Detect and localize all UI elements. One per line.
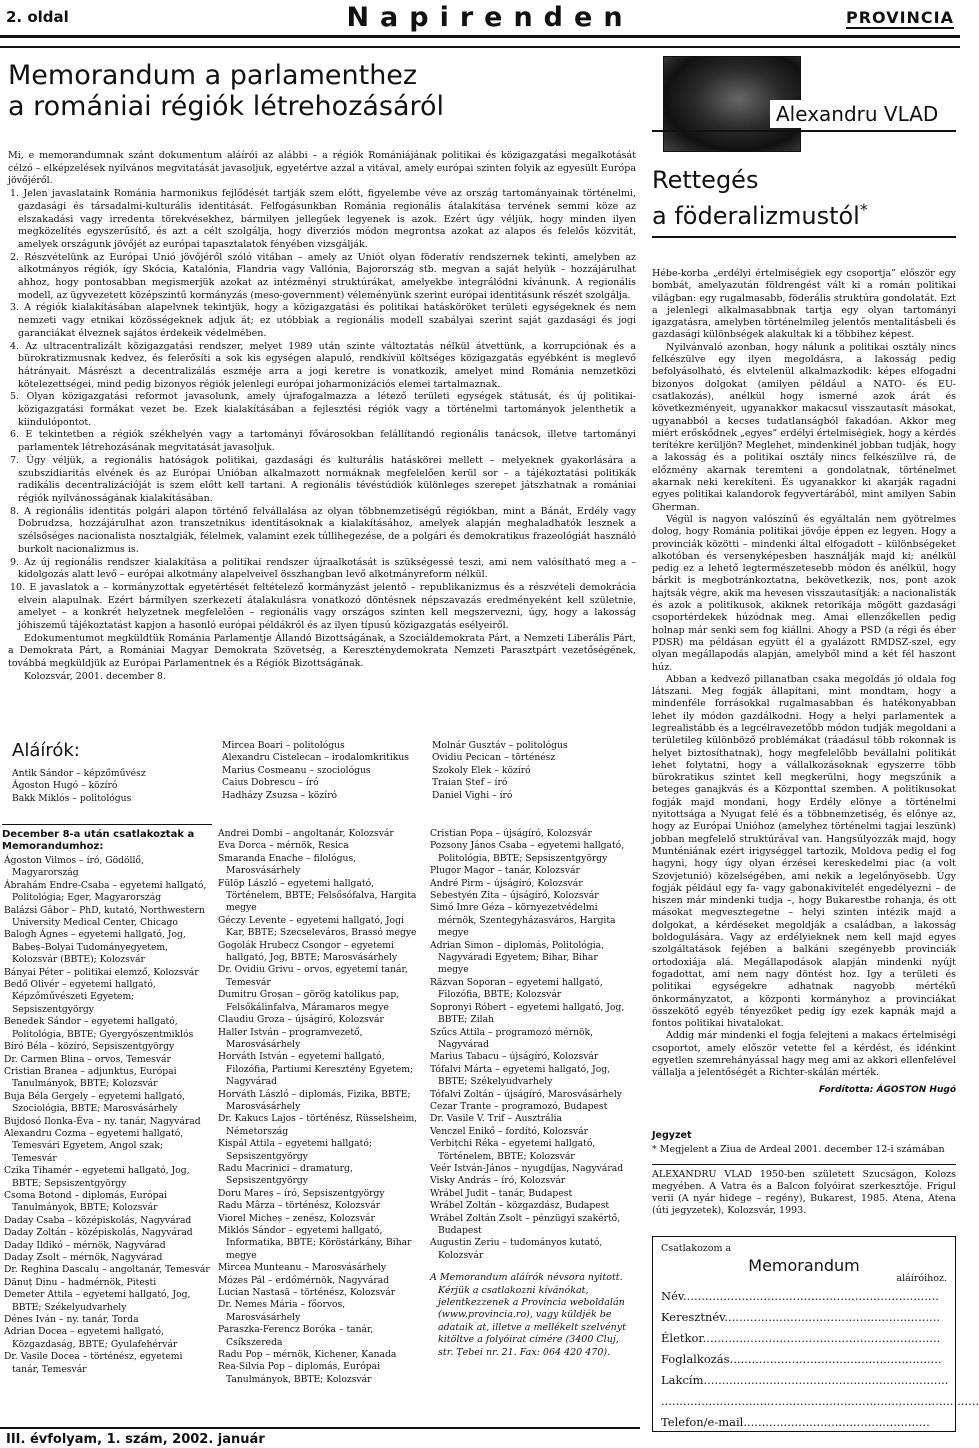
list-item: Demeter Attila – egyetemi hallgató, Jog, BBTE; Székelyudvarhely bbox=[4, 1289, 191, 1313]
list-item: André Pirm – újságíró, Kolozsvár bbox=[430, 877, 583, 889]
form-field-address[interactable]: Lakcím................................................................... bbox=[661, 1373, 949, 1387]
list-item: Mircea Munteanu – Marosvásárhely bbox=[218, 1262, 387, 1274]
form-field-address-2[interactable]: ....................................................................................... bbox=[661, 1394, 979, 1408]
list-item: Andrei Dombi – angoltanár, Kolozsvár bbox=[218, 828, 394, 839]
list-item: Dr. Reghina Dascalu – angoltanár, Temesvár bbox=[4, 1264, 210, 1276]
signer: Ovidiu Pecican – történész bbox=[432, 752, 556, 764]
opinion-paragraph: Addig már mindenki el fogja felejteni a makacs értelmiségi csoportot, amely először vetette fel a kérdést, és idénkint egyetlen szemrehányással hagy meg ami az akkori ellenfelével vállalja a jelentőségét a Richter-skálán mérték. bbox=[652, 1030, 956, 1079]
list-item: Rea-Silvia Pop – diplomás, Európai Tanulmányok, BBTE; Kolozsvár bbox=[218, 1361, 381, 1385]
list-item: Czika Tihamér – egyetemi hallgató, Jog, BBTE; Sepsiszentgyörgy bbox=[4, 1165, 190, 1189]
page-header bbox=[0, 0, 960, 38]
signers-col-3 bbox=[432, 740, 632, 802]
form-field-name[interactable]: Név...................................................................... bbox=[661, 1289, 939, 1303]
list-item: Simó Imre Géza – környezetvédelmi mérnök, Szentegyházasváros, Hargita megye bbox=[430, 902, 616, 939]
list-item: Bedő Olivér – egyetemi hallgató, Képzőművészeti Egyetem; Sepsiszentgyörgy bbox=[4, 979, 156, 1015]
title-line-1: Memorandum a parlamenthez bbox=[8, 60, 418, 91]
list-item: Dr. Carmen Blina – orvos, Temesvár bbox=[4, 1053, 171, 1065]
signer: Hadházy Zsuzsa – közíró bbox=[222, 789, 338, 801]
list-item: Gogolák Hrubecz Csongor – egyetemi hallgató, Jog, BBTE; Marosvásárhely bbox=[218, 939, 398, 964]
joined-col-3 bbox=[430, 828, 630, 1359]
list-item: Ábrahám Endre-Csaba – egyetemi hallgató, Politológia; Eger, Magyarország bbox=[4, 879, 207, 904]
list-item: Tófalvi Márta – egyetemi hallgató, Jog, BBTE; Székelyudvarhely bbox=[430, 1063, 611, 1088]
list-item: Benedek Sándor – egyetemi hallgató, Politológia, BBTE; Gyergyószentmiklós bbox=[4, 1016, 194, 1040]
join-form bbox=[652, 1236, 979, 1432]
opinion-paragraph: Végül is nagyon valószínű és egyáltalán nem gyötrelmes dolog, hogy Románia politikai jövője éppen ez legyen. Hogy a provinciák közötti – mindenki által elfogadott – különbségeket alkotóban és versenyképesben használják majd ki; anélkül pedig ez a lehető legtermészetesebb módon és anélkül, hogy bárkit is megbotránkoztatna, bekövetkezik, nos, pont azok hajtsák végre, akik ma hevesen visszautasítják: a nacionalisták és azok a politikusok, akiknek retorikája mögött gazdasági csoportérdekek húzódnak meg. Amai ellenzőkellen pedig holnap már senki sem fog kiállni. Ahogy a PSD (a régi és éber PDSR) ma példásan együtt él a gyalázott RMDSZ-szel, egy olyan megállapodás alapján, amelyből mind a két fél haszont húz. bbox=[652, 513, 956, 673]
provincia-logo: PROVINCIA bbox=[845, 8, 954, 27]
point-9: 9. Az új regionális rendszer kialakítása a politikai rendszer újraalkotását is szükségessé teszi, ami nem valósítható meg a – kidolgozás alatt levő – európai alkotmány alapelveivel összhangban levő alkotmányreform nélkül. bbox=[10, 556, 636, 581]
signers-col-1 bbox=[12, 768, 212, 805]
form-field-age[interactable]: Életkor................................................................. bbox=[661, 1331, 941, 1345]
signer: Antik Sándor – képzőművész bbox=[12, 768, 146, 779]
list-item: Marius Tabacu – újságíró, Kolozsvár bbox=[430, 1051, 599, 1063]
list-item: Fülöp László – egyetemi hallgató, Történelem, BBTE; Felsősófalva, Hargita megye bbox=[218, 877, 417, 914]
opinion-paragraph: Hébe-korba „erdélyi értelmiségiek egy csoportja” először egy bombát, amelyazután földrengést vált ki a román politikai világban: egy rugalmasabb, föderális struktúra gondolatát. Ezt a jelenlegi alkalmasabbnak tartja egy olyan tartományi igazgatásra, amelyben történelmileg jelentős mentalitásbeli és gazdasági különbségek alakultak ki a többihez képest. bbox=[652, 268, 956, 341]
signers-heading: Aláírók: bbox=[12, 740, 80, 761]
signer: Molnár Gusztáv – politológus bbox=[432, 740, 568, 751]
list-item: Plugor Magor – tanár, Kolozsvár bbox=[430, 865, 580, 877]
list-item: Csoma Botond – diplomás, Európai Tanulmányok, BBTE; Kolozsvár bbox=[4, 1189, 167, 1214]
notes-heading: Jegyzet bbox=[652, 1130, 692, 1141]
list-item: Viorel Micheș – zenész, Kolozsvár bbox=[218, 1212, 375, 1224]
memorandum-date: Kolozsvár, 2001. december 8. bbox=[24, 670, 166, 682]
joined-heading-box bbox=[2, 824, 212, 853]
notes-section bbox=[652, 1130, 956, 1217]
list-item: Daday Csaba – középiskolás, Nagyvárad bbox=[4, 1214, 192, 1226]
point-6: 6. E tekintetben a régiók székhelyén vagy a tartományi fővárosokban felállítandó regionális tanácsok, illetve tartományi parlamentek létrehozásának megvitatását javasoljuk. bbox=[10, 429, 636, 454]
intro-paragraph: Mi, e memorandumnak szánt dokumentum aláírói az alábbi – a régiók Romániájának politikai és közigazgatási megalkotását célzó – elképzelések nyilvános megvitatását javasoljuk, egyetértve azzal a vitával, amely európai szinten folyik az egyesült Európa jövőjéről. bbox=[8, 150, 636, 187]
footnote-mark: * bbox=[859, 200, 868, 219]
list-item: Sebestyén Zita – újságíró, Kolozsvár bbox=[430, 890, 599, 902]
translator-credit: Fordította: ÁGOSTON Hugó bbox=[819, 1084, 956, 1095]
title-line-2: a romániai régiók létrehozásáról bbox=[8, 91, 445, 122]
opinion-paragraph: Abban a kedvező pillanatban csaka megoldás jó oldala fog látszani. Meg fogják állapítani, mint mondtam, hogy a mindenféle forrásokkal rugalmasabban és hatékonyabban lehet ily módon gazdálkodni. Hogy a helyi parlamentek a legrealistább és a legcélravezetőbb módon tudják megoldani a területileg különböző problémákat (ráadásul több rokonnak is helyet biztosíthatnak), hogy megfelelőbb bevállalni politikát lehet folytatni, hogy a vállalkozásoknak egyszerre több bürokratikus szintet kell megkerülni, hogy megszűnik a beteges ganajkvás és a Központtal szemben. A politikusokat fogják majd mondani, hogy Erdély elönye a történelmi nyitottsága a Nyugat felé és a többnemzetiség, és előnye az, hogy az Európai Unióhoz (amelyhez történelmi tagjai leszünk) jobban megfelelő struktúrával van. Hangsúlyozzák majd, hogy Munténiának ezért irigységgel tartozik, Moldova pedig el fog hagyni, hogy úgy olyan érzései kereskedelmi piac (a volt Szovjetunió) közelségében, ami nekik a legelőnyösebb. Úgy fogják például egy fa- vagy gabonakivitelét engedélyezni – de hiszen már mindenki tudja –, hogy Bukarestbe rohanja, és ott másokat megvesztegetne – helyi szinten intézik majd a dolgokat, a kérdéseket megoldják a családban, a lakosság boldogulására. Vagy az erdélyieknek nem kell majd egyes szolgáltatások fejében a balkáni szegényebb provinciák ortodoxiája alá. Megállapodások alapján mindenki nyújt fogadottat, ami nem nagy döntést hoz. Igy a területi és politikai egységekre adhatnak nagyobb mértékű önkormányzatot, a központi kormányhoz a provinciákat összekötő egyéb tényezőket pedig így ezek kapnák majd a fontos politikai hivatalokat. bbox=[652, 673, 956, 1030]
author-name: Alexandru VLAD bbox=[770, 100, 944, 128]
list-item: Ágoston Vilmos – író, Gödöllő, Magyarország bbox=[4, 855, 144, 879]
list-item: Doru Mareș – író, Sepsiszentgyörgy bbox=[218, 1187, 385, 1199]
list-item: Dumitru Groșan – görög katolikus pap, Felsőkálinfalva, Máramaros megye bbox=[218, 989, 400, 1013]
list-item: Balogh Ágnes – egyetemi hallgató, Jog, Babeș–Bolyai Tudományegyetem, Kolozsvár (BBTE); Kolozsvár bbox=[4, 929, 186, 966]
opinion-rule bbox=[652, 236, 956, 238]
signer: Alexandru Cistelecan – irodalomkritikus bbox=[222, 752, 409, 764]
opinion-title bbox=[652, 166, 952, 231]
signers-col-2 bbox=[222, 740, 422, 802]
list-item: Claudiu Groza – újságíró, Kolozsvár bbox=[218, 1014, 384, 1026]
page-footer bbox=[0, 1427, 640, 1448]
author-bio: ALEXANDRU VLAD 1950-ben született Szucságon, Kolozs megyében. A Vatra és a Balcon folyóirat szerkesztője. Frigul verii (A nyár hidege – regény), Bukarest, 1985. Atena, Atena (úti jegyzetek), Kolozsvár, 1993. bbox=[652, 1164, 956, 1217]
list-item: Venczel Enikő – fordító, Kolozsvár bbox=[430, 1125, 588, 1137]
list-item: Radu Pop – mérnök, Kichener, Kanada bbox=[218, 1349, 397, 1361]
point-1: 1. Jelen javaslataink Románia harmonikus fejlődését tartják szem előtt, figyelembe véve az ország tartományainak történelmi, gazdasági és társadalmi-kulturális identitását. Felfogásunkban Románia regionális átalakítása tervének semmi köze az elszakadási vagy irredenta törekvésekhez, bármilyen jellegűek legyenek is azok. Ezért úgy véljük, hogy minden ilyen megközelítés egyszerűsítő, és azt a célt szolgálja, hogy diverziós módon megrontsa azokat az alapos és felelős közvitát, amelyek országunk jövőjét az európai tapasztalatok fényében vizsgálják. bbox=[10, 188, 636, 250]
signer: Szokoly Elek – közíró bbox=[432, 764, 531, 776]
list-item: Verbițchi Réka – egyetemi hallgató, Történelem, BBTE; Kolozsvár bbox=[430, 1138, 596, 1162]
list-item: Miklós Sándor – egyetemi hallgató, Informatika, BBTE; Köröstárkány, Bihar megye bbox=[218, 1225, 412, 1261]
list-item: Cristian Branea – adjunktus, Európai Tanulmányok, BBTE; Kolozsvár bbox=[4, 1065, 177, 1090]
list-item: Bíró Béla – közíró, Sepsiszentgyörgy bbox=[4, 1041, 175, 1053]
page-number: 2. oldal bbox=[6, 8, 69, 26]
list-item: Wrábel Judit – tanár, Budapest bbox=[430, 1187, 573, 1199]
list-item: Wrábel Zoltán – közgazdász, Budapest bbox=[430, 1200, 610, 1212]
list-item: Dănuț Dinu – hadmérnök, Pitești bbox=[4, 1276, 157, 1288]
form-intro: Csatlakozom a bbox=[661, 1243, 732, 1254]
article-title bbox=[8, 60, 628, 122]
form-tail: aláíróihoz. bbox=[896, 1273, 947, 1284]
list-item: Daday Ildikó – mérnök, Nagyvárad bbox=[4, 1239, 166, 1251]
list-item: Tófalvi Zoltán – újságíró, Marosvásárhely bbox=[430, 1088, 622, 1100]
section-title: Napirenden bbox=[346, 2, 634, 33]
list-item: Daday Zsolt – mérnök, Nagyvárad bbox=[4, 1252, 163, 1263]
issue-label: III. évfolyam, 1. szám, 2002. január bbox=[6, 1432, 265, 1447]
point-4: 4. Az ultracentralizált közigazgatási rendszer, melyet 1989 után szinte változtatás nélkül átvettünk, a korrupciónak és a bürokratizmusnak kedvez, és felerősíti a sok kis egységen alapuló, rendkívül költséges közigazgatás egyébként is meglevő hátrányait. Másrészt a decentralizálás eszméje arra a jogi keretre is vonatkozik, amelyet mind Románia nemzetközi kötelezettségei, mind pedig bizonyos régiók jelenlegi európai joharmonizációs elemei tartalmaznak. bbox=[10, 340, 636, 390]
list-item: Eva Dorca – mérnök, Resica bbox=[218, 840, 349, 852]
signer: Traian Ștef – író bbox=[432, 777, 508, 789]
form-title: Memorandum bbox=[748, 1256, 860, 1275]
list-item: Géczy Levente – egyetemi hallgató, Jogi Kar, BBTE; Szecseleváros, Brassó megye bbox=[218, 914, 417, 939]
list-item: Alexandru Cozma – egyetemi hallgató, Temesvári Egyetem, Angol szak; Temesvár bbox=[4, 1127, 184, 1164]
list-item: Bányai Péter – politikai elemző, Kolozsvár bbox=[4, 966, 199, 978]
joined-col-1 bbox=[4, 855, 210, 1376]
opinion-title-line-2: a föderalizmustól bbox=[652, 202, 860, 230]
point-8: 8. A regionális identitás polgári alapon történő felvállalása az olyan többnemzetiségű régiókban, mint a Bánát, Erdély vagy Dobrudzsa, hozzájárulhat azon transzetnikus identitásoknak a kialakításához, amelyek alapján meghaladhatók lesznek a szélsőséges nacionalista nosztalgiák, félelmek, valamint ezek túllihegezése, de a polgári és demokratikus frazeológiát használó burkolt nacionalizmus is. bbox=[10, 505, 636, 555]
memorandum-body bbox=[8, 150, 636, 684]
list-item: Veér István-János – nyugdíjas, Nagyvárad bbox=[430, 1162, 624, 1174]
list-item: Radu Mârza – történész, Kolozsvár bbox=[218, 1200, 381, 1212]
open-list-note: A Memorandum aláírók névsora nyitott. Kérjük a csatlakozni kívánókat, jelentkezzenek a Provincia weboldalán (www.provincia.ro), vagy küldjék be adataik at, illetve a mellékelt szelvényt kitöltve a folyóirat címére (3400 Cluj, str. Țebei nr. 21. Fax: 064 420 470). bbox=[430, 1272, 626, 1358]
list-item: Răzvan Soporan – egyetemi hallgató, Filozófia, BBTE; Kolozsvár bbox=[430, 976, 603, 1001]
list-item: Dénes Iván – ny. tanár, Torda bbox=[4, 1314, 139, 1326]
list-item: Lucian Nastasă – történész, Kolozsvár bbox=[218, 1287, 396, 1299]
list-item: Dr. Ovidiu Grivu – orvos, egyetemi tanár, Temesvár bbox=[218, 964, 408, 988]
point-7: 7. Úgy véljük, a regionális hatóságok politikai, gazdasági és kulturális hatáskörei mellett – melyeknek gyakorlására a szubszidiaritás elvének és az Európai Unióban alkalmazott normáknak megfelelően kerül sor – a tájékoztatási politikák radikális decentralizációját is szem előtt kell tartani. A regionális tévéstúdiók különleges szerepet játszhatnak a romániai régiók nyilvánosságának kialakításában. bbox=[10, 454, 636, 504]
opinion-title-line-1: Rettegés bbox=[652, 166, 759, 194]
list-item: Haller István – programvezető, Marosvásárhely bbox=[218, 1026, 363, 1050]
list-item: Wrábel Zoltán Zsolt – pénzügyi szakértő, Budapest bbox=[430, 1212, 621, 1236]
list-item: Bujdosó Ilonka-Éva – ny. tanár, Nagyvárad bbox=[4, 1115, 201, 1127]
list-item: Smaranda Enache – filológus, Marosvásárhely bbox=[218, 852, 357, 877]
point-3: 3. A régiók kialakításában alapelvnek tekintjük, hogy a közigazgatási és politikai hatásköröket területi egységeknek és nem nemzeti vagy etnikai közösségeknek adjuk át; ez utóbbiak a regionális modell szabályai szerint saját gazdasági és jogi garanciákat élveznek sajátos érdekeik védelmében. bbox=[10, 302, 636, 339]
signer: Ágoston Hugó – közíró bbox=[12, 780, 118, 792]
list-item: Pozsony János Csaba – egyetemi hallgató, Politológia, BBTE; Sepsiszentgyörgy bbox=[430, 840, 625, 864]
list-item: Mózes Pál – erdőmérnök, Nagyvárad bbox=[218, 1274, 390, 1286]
list-item: Visky András – író, Kolozsvár bbox=[430, 1175, 566, 1187]
list-item: Dr. Kakucs Lajos – történész, Rüsselsheim, Németország bbox=[218, 1113, 418, 1137]
list-item: Daday Zoltán – középiskolás, Nagyvárad bbox=[4, 1227, 193, 1239]
joined-heading: December 8-a után csatlakoztak a Memorandumhoz: bbox=[2, 829, 195, 852]
opinion-body bbox=[652, 268, 956, 1096]
form-field-occupation[interactable]: Foglalkozás.......................................................... bbox=[661, 1352, 942, 1366]
list-item: Adrian Docea – egyetemi hallgató, Közgazdaság, BBTE; Gyulafehérvár bbox=[4, 1326, 178, 1350]
list-item: Adrian Simon – diplomás, Politológia, Nagyváradi Egyetem; Bihar, Bihar megye bbox=[430, 939, 605, 976]
list-item: Kispál Attila – egyetemi hallgató; Sepsiszentgyörgy bbox=[218, 1138, 372, 1162]
list-item: Balázsi Gábor – PhD, kutató, Northwestern University Medical Center, Chicago bbox=[4, 904, 205, 929]
joined-col-2 bbox=[218, 828, 420, 1386]
point-2: 2. Részvételünk az Európai Unió jövőjéről szóló vitában – amely az Uniót olyan föderatív rendszernek tekinti, amelyben az alkotmányos régiók, így Skócia, Katalónia, Flandria vagy Vallónia, Bajorország stb. megvan a saját helyük – hozzájárulhat ahhoz, hogy pontosabban megismerjük azokat az intézményi struktúrákat, amelyekbe integrálódni kívánunk. A regionális modell, az ügyvezetett középszintű kormányzás (meso-government) véleményünk szerint európai identitásunk részét szolgálja. bbox=[10, 251, 636, 301]
signer: Marius Cosmeanu – szociológus bbox=[222, 764, 371, 776]
list-item: Dr. Vasile Docea – történész, egyetemi tanár, Temesvár bbox=[4, 1351, 183, 1375]
signer: Caius Dobrescu – író bbox=[222, 777, 319, 789]
opinion-paragraph: Nyilvánvaló azonban, hogy nálunk a politikai osztály nincs felkészülve egy ilyen megoldásra, a lakosság pedig befolyásolható, és elvtelenül alkalmazkodik: képes elfogadni bizonyos dolgokat (amilyen például a NATO- és EU-csatlakozás), anélkül hogy ismerné azok árát és következményeit, ugyanakkor makacsul visszautasít másokat, ugyanabból a kecses tudatlanságból fakadóan. Akkor meg miért erőskődnek „egyes” erdélyi értelmiségiek, hogy a kérdés terítékre kerüljön? Meglehet, mindenkinél jobban tudják, hogy a lakosság és a politikai osztály nincs felkészülve rá, de előzmény akarnak teremteni a gondolatnak, történelmet akarnak neki kerekíteni. És ugyanakkor ki akarják ragadni egyes politikai kalandorok fegyvertárából, mint amilyen Sabin Gherman. bbox=[652, 341, 956, 513]
list-item: Sopronyi Róbert – egyetemi hallgató, Jog, BBTE; Zilah bbox=[430, 1001, 625, 1026]
point-10: 10. E javaslatok a – kormányzottak egyetértését feltételező kormányzást jelentő – republikanizmus és a részvételi demokrácia elvein alapulnak. Ezért bármilyen szerkezeti átalakulásra vonatkozó döntésnek népszavazás eredményeként kell születnie, amelyet – a konkrét helyzetnek megfelelően – regionális vagy országos szinten kell megszervezni, úgy, hogy a lakosság jóhiszemű tájékoztatást kapjon a hasonló európai példákról és az ilyen típusú közigazgatás esélyeiről. bbox=[10, 581, 636, 632]
form-field-contact[interactable]: Telefon/e-mail................................................... bbox=[661, 1415, 930, 1429]
signer: Bakk Miklós – politológus bbox=[12, 792, 132, 804]
list-item: Horváth László – diplomás, Fizika, BBTE; Marosvásárhely bbox=[218, 1088, 411, 1112]
list-item: Dr. Vasile V. Trif – Ausztrália bbox=[430, 1113, 562, 1125]
signer: Daniel Vighi – író bbox=[432, 789, 513, 801]
list-item: Cezar Trante – programozó, Budapest bbox=[430, 1100, 608, 1112]
signer: Mircea Boari – politológus bbox=[222, 740, 345, 751]
list-item: Szűcs Attila – programozó mérnök, Nagyvárad bbox=[430, 1026, 594, 1050]
list-item: Paraszka-Ferencz Boróka – tanár, Csíkszereda bbox=[218, 1324, 374, 1348]
closing-paragraph: Edokumentumot megküldtük Románia Parlamentje Állandó Bizottságának, a Szociáldemokrata Párt, a Nemzeti Liberális Párt, a Demokrata Párt, a Romániai Magyar Demokrata Szövetség, a Kereszténydemokrata Nemzeti Parasztpárt vezetőségének, továbbá megküldjük az Európai Parlamentnek és a Régiók Bizottságának. bbox=[8, 632, 636, 670]
list-item: Dr. Nemes Mária – főorvos, Marosvásárhely bbox=[218, 1299, 346, 1323]
point-5: 5. Olyan közigazgatási reformot javasolunk, amely újrafogalmazza a létező területi egységek státusát, és új politikai-közigazgatási formákat vezet be. Ezek kialakításában a fejlesztési régiók vagy a történelmi tartományok jelenthetik a kiindulópontot. bbox=[10, 391, 636, 428]
list-item: Augustin Zeriu – tudományos kutató, Kolozsvár bbox=[430, 1237, 603, 1261]
footnote: * Megjelent a Ziua de Ardeal 2001. december 12-i számában bbox=[652, 1144, 945, 1155]
list-item: Cristian Popa – újságíró, Kolozsvár bbox=[430, 828, 592, 839]
list-item: Horváth István – egyetemi hallgató, Filozófia, Partiumi Keresztény Egyetem; Nagyvárad bbox=[218, 1051, 414, 1088]
top-rule bbox=[0, 46, 960, 48]
form-field-firstname[interactable]: Keresztnév........................................................... bbox=[661, 1310, 941, 1324]
photo-rule bbox=[652, 130, 956, 132]
list-item: Buja Béla Gergely – egyetemi hallgató, Szociológia, BBTE; Marosvásárhely bbox=[4, 1090, 185, 1115]
list-item: Radu Macrinici – dramaturg, Sepsiszentgyörgy bbox=[218, 1162, 353, 1187]
